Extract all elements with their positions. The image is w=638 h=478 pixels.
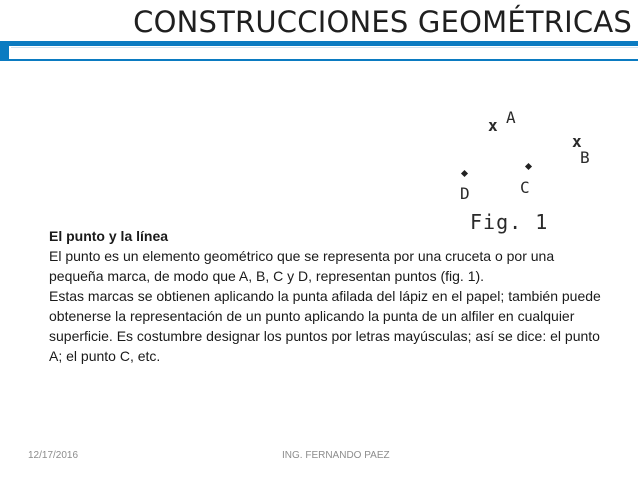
footer-author: ING. FERNANDO PAEZ xyxy=(282,450,390,461)
title-bar-highlight-line xyxy=(11,47,638,57)
point-b-label: B xyxy=(580,148,590,167)
point-d-label: D xyxy=(460,184,470,203)
figure-caption: Fig. 1 xyxy=(470,210,549,234)
paragraph-definition: El punto es un elemento geométrico que se representa por una cruceta o por una pequeña marca, de modo que A, B, C y D, representan puntos (fig. 1). xyxy=(49,248,555,284)
point-c-label: C xyxy=(520,178,530,197)
section-heading: El punto y la línea xyxy=(49,228,169,244)
point-b-cross: x xyxy=(572,132,582,151)
point-c-dot xyxy=(525,163,532,170)
footer-date: 12/17/2016 xyxy=(28,450,79,461)
figure-points xyxy=(448,100,638,240)
point-d-dot xyxy=(461,170,468,177)
paragraph-marks: Estas marcas se obtienen aplicando la punta afilada del lápiz en el papel; también puede obtenerse la representación de un punto aplicando la punta de un alfiler en cualquier superficie. Es costumbre designar los puntos por letras mayúsculas; así se dice: el punto A; el punto C, etc. xyxy=(49,288,601,364)
slide-title: CONSTRUCCIONES GEOMÉTRICAS xyxy=(133,5,632,39)
point-a-label: A xyxy=(506,108,516,127)
body-text xyxy=(49,226,609,366)
point-a-cross: x xyxy=(488,116,498,135)
